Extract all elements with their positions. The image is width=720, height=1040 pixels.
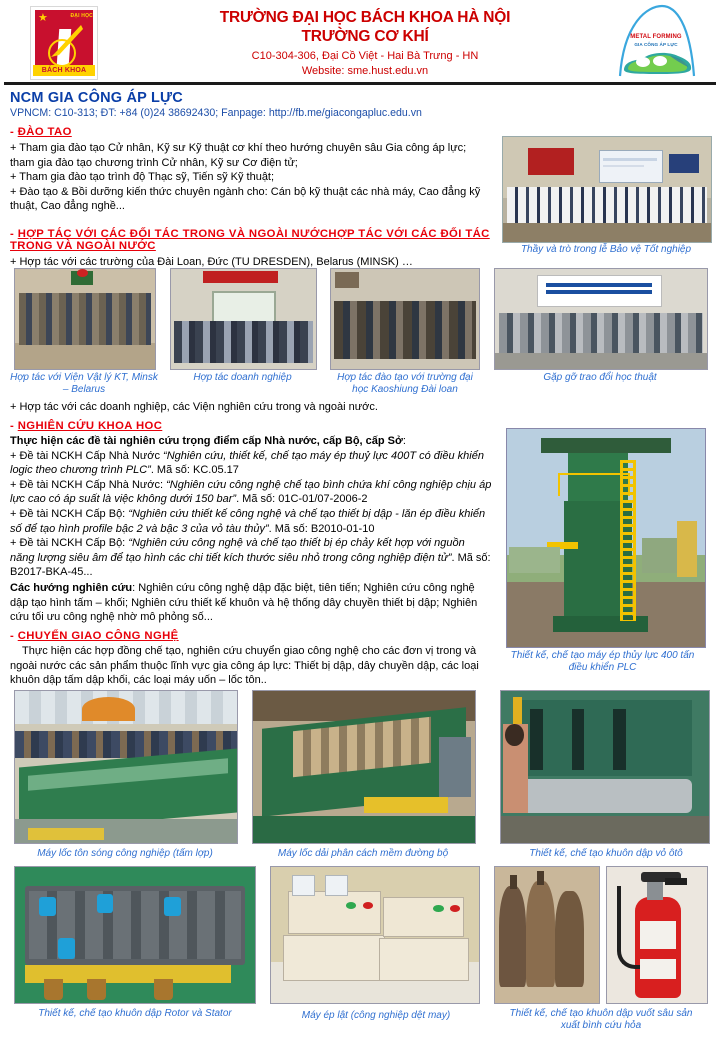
training-item-1: + Tham gia đào tạo Cử nhân, Kỹ sư Kỹ thuật cơ khí theo hướng chuyên sâu Gia công áp lực; tham gia đào tạo chương trình Cử nhân, Kỹ sư Cơ điện tử; [10, 142, 467, 169]
research-directions-label: Các hướng nghiên cứu [10, 581, 133, 594]
caption-coop-belarus: Hợp tác với Viện Vật lý KT, Minsk – Belarus [10, 372, 158, 395]
research-project-1 [10, 449, 492, 478]
research-directions [10, 581, 492, 625]
project-3-suffix: . Mã số: B2010-01-10 [268, 522, 375, 535]
project-1-suffix: . Mã số: KC.05.17 [150, 464, 239, 477]
metal-forming-logo-line2: GIA CÔNG ÁP LỰC [634, 42, 678, 47]
header-divider [4, 82, 716, 85]
section-research [10, 420, 492, 625]
metal-forming-logo-line1: METAL FORMING [630, 34, 682, 40]
caption-hydraulic-press-line2: điều khiển PLC [568, 662, 637, 673]
transfer-heading: - CHUYỂN GIAO CÔNG NGHỆ [10, 630, 179, 642]
training-heading-text: ĐÀO TAO [17, 126, 72, 138]
header-website: Website: sme.hust.edu.vn [301, 65, 429, 77]
photo-car-body-die [500, 690, 710, 844]
header-titles [150, 8, 580, 79]
hust-logo-toptext: ĐẠI HỌC [70, 13, 93, 19]
project-2-quote: “Nghiên cứu công nghệ chế tạo bình chứa khí công nghiệp chịu áp lực cao có áp suất là việc không dưới 150 bar” [10, 478, 492, 506]
caption-guardrail-roll-forming: Máy lốc dải phân cách mềm đường bộ [277, 848, 449, 859]
caption-deep-drawing-die-line2: xuất bình cứu hỏa [560, 1020, 642, 1031]
photo-rotor-stator-die [14, 866, 256, 1004]
project-4-quote: “Nghiên cứu công nghệ và chế tạo thiết bị ép chảy kết hợp với nguồn năng lượng siêu âm để tạo hình các chi tiết kích thước siêu nhỏ trong công nghiệp điện tử” [10, 537, 465, 564]
research-heading: - NGHIÊN CỨU KHOA HOC [10, 420, 163, 432]
photo-extinguisher-shells [494, 866, 600, 1004]
caption-coop-conference: Gặp gỡ trao đổi học thuật [543, 372, 657, 383]
caption-roll-forming-roofing: Máy lốc tôn sóng công nghiệp (tấm lợp) [37, 848, 213, 859]
research-project-2 [10, 478, 492, 507]
caption-rotor-stator-die: Thiết kế, chế tạo khuôn dập Rotor và Stator [38, 1008, 232, 1019]
research-lead-colon: : [402, 435, 406, 447]
section-transfer [10, 630, 492, 688]
photo-fire-extinguisher [606, 866, 708, 1004]
university-name: TRƯỜNG ĐẠI HỌC BÁCH KHOA HÀ NỘI [219, 9, 511, 26]
project-2-suffix: . Mã số: 01C-01/07-2006-2 [236, 493, 368, 506]
training-item-2: + Tham gia đào tạo trình độ Thạc sỹ, Tiến sỹ Kỹ thuật; [10, 171, 275, 184]
research-project-3 [10, 507, 492, 536]
caption-deep-drawing-die-line1: Thiết kế, chế tạo khuôn dập vuốt sâu sản [509, 1008, 693, 1019]
caption-graduation-defense: Thầy và trò trong lễ Bảo vệ Tốt nghiệp [520, 244, 692, 255]
caption-flip-press: Máy ép lật (công nghiệp dệt may) [301, 1010, 451, 1021]
caption-coop-enterprise: Hợp tác doanh nghiệp [193, 372, 292, 383]
photo-coop-conference [494, 268, 708, 370]
project-4-suffix: . Mã số: B2017-BKA-45... [10, 551, 491, 579]
caption-hydraulic-press-line1: Thiết kế, chế tạo máy ép thủy lực 400 tấn [510, 650, 695, 661]
project-4-prefix: + Đề tài NCKH Cấp Bộ: [10, 537, 129, 550]
photo-graduation-defense [502, 136, 712, 243]
caption-coop-kaohsiung: Hợp tác đào tạo với trường đại học Kaoshiung Đài loan [337, 372, 473, 395]
photo-coop-kaohsiung [330, 268, 480, 370]
section-cooperation [10, 228, 490, 270]
training-heading: - ĐÀO TAO [10, 126, 72, 138]
unit-name: NCM GIA CÔNG ÁP LỰC [10, 90, 183, 106]
training-item-3: + Đào tạo & Bồi dưỡng kiến thức chuyên ngành cho: Cán bộ kỹ thuật các nhà máy, Cao đẳng kỹ thuật, Cao đẳng nghề... [10, 185, 481, 213]
hust-logo-banner: BÁCH KHOA [33, 65, 95, 76]
poster-header [0, 0, 720, 84]
cooperation-item-top: + Hợp tác với các trường của Đài Loan, Đức (TU DRESDEN), Belarus (MINSK) … [10, 256, 413, 268]
project-1-prefix: + Đề tài NCKH Cấp Nhà Nước [10, 449, 164, 462]
research-lead-bold: Thực hiện các đề tài nghiên cứu trọng điểm cấp Nhà nước, cấp Bộ, cấp Sở [10, 435, 403, 447]
section-training [10, 126, 490, 214]
photo-hydraulic-press [506, 428, 706, 648]
header-address: C10-304-306, Đại Cồ Việt - Hai Bà Trưng - HN [251, 50, 479, 62]
cooperation-item-bottom: + Hợp tác với các doanh nghiệp, các Viện nghiên cứu trong và ngoài nước. [10, 401, 378, 413]
school-name: TRƯỜNG CƠ KHÍ [301, 28, 429, 45]
project-1-quote: “Nghiên cứu, thiết kế, chế tạo máy ép thuỷ lực 400T có điều khiển logic theo chương trình PLC” [10, 449, 484, 477]
star-icon: ★ [38, 12, 48, 24]
unit-block [10, 90, 490, 120]
hust-logo [30, 6, 98, 80]
gear-icon [48, 39, 76, 67]
photo-coop-belarus [14, 268, 156, 370]
photo-flip-press [270, 866, 480, 1004]
caption-car-body-die: Thiết kế, chế tạo khuôn dập vỏ ôtô [529, 848, 683, 859]
transfer-text: Thực hiện các hợp đồng chế tạo, nghiên cứu chuyển giao công nghệ cho các đơn vị trong và ngoài nước các sản phẩm thuộc lĩnh vực gia công áp lực: Thiết bị dập, dây chuyền dập, các loại khuôn dập tấm dập khối, các loại máy uốn – lốc tôn.. [10, 645, 479, 687]
research-heading-text: NGHIÊN CỨU KHOA HOC [17, 420, 163, 432]
photo-guardrail-roll-forming [252, 690, 476, 844]
cooperation-heading: - HỢP TÁC VỚI CÁC ĐỐI TÁC TRONG VÀ NGOÀI NƯỚCHỢP TÁC VỚI CÁC ĐỐI TÁC TRONG VÀ NGOÀI NƯỚC [10, 228, 490, 252]
cooperation-heading-text: HỢP TÁC VỚI CÁC ĐỐI TÁC TRONG VÀ NGOÀI NƯỚC [17, 228, 329, 240]
project-2-prefix: + Đề tài NCKH Cấp Nhà Nước: [10, 478, 167, 491]
research-project-4 [10, 536, 492, 580]
car-icon [620, 48, 694, 76]
photo-roll-forming-roofing [14, 690, 238, 844]
research-lead [10, 434, 492, 449]
research-directions-text: : Nghiên cứu công nghệ dập đặc biệt, tiên tiến; Nghiên cứu công nghệ dập tạo hình tấm – khối; Nghiên cứu thiết kế khuôn và hệ thống dây chuyền thiết bị dập; Nghiên cứu tối ưu công nghệ nhờ mô phỏng số... [10, 581, 478, 624]
project-3-quote: “Nghiên cứu thiết kế công nghệ và chế tạo thiết bị dập - lăn ép điều khiển số để tạo hình profile bậc 2 và bậc 3 của vỏ tàu thủy” [10, 507, 486, 535]
transfer-heading-text: CHUYỂN GIAO CÔNG NGHỆ [17, 630, 179, 642]
metal-forming-logo [614, 4, 702, 78]
project-3-prefix: + Đề tài NCKH Cấp Bộ: [10, 507, 129, 520]
photo-coop-enterprise [170, 268, 317, 370]
unit-contact: VPNCM: C10-313; ĐT: +84 (0)24 38692430; Fanpage: http://fb.me/giacongapluc.edu.vn [10, 107, 422, 119]
